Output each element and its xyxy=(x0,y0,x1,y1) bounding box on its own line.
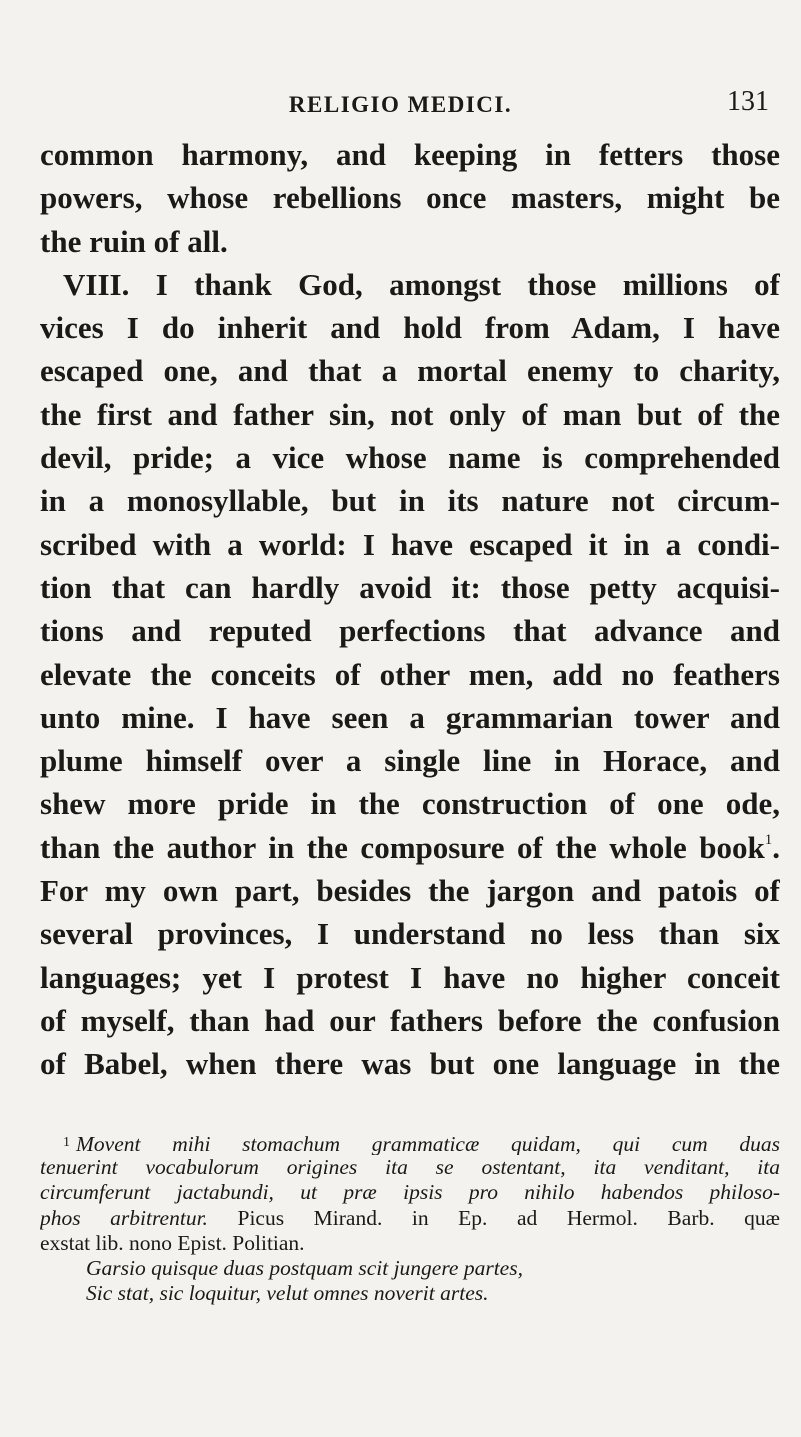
text-line: devil, pride; a vice whose name is comprehended xyxy=(40,440,780,476)
body-text xyxy=(40,133,780,1086)
text-line: languages; yet I protest I have no higher conceit xyxy=(40,959,780,995)
text-line: powers, whose rebellions once masters, might be xyxy=(40,180,780,216)
footnote-block xyxy=(40,1130,780,1306)
footnote-line: tenuerint vocabulorum origines ita se ostentant, ita venditant, ita xyxy=(40,1155,780,1180)
footnote-line xyxy=(40,1206,780,1231)
text-line: escaped one, and that a mortal enemy to charity, xyxy=(40,353,780,389)
text-line: several provinces, I understand no less than six xyxy=(40,916,780,952)
text-line: common harmony, and keeping in fetters those xyxy=(40,137,780,172)
footnote-marker: 1 xyxy=(63,1135,70,1150)
text-line: For my own part, besides the jargon and patois of xyxy=(40,873,780,909)
text-line: tion that can hardly avoid it: those petty acquisi- xyxy=(40,569,780,605)
text-line: of myself, than had our fathers before the confusion xyxy=(40,1002,780,1038)
section-start-line: VIII. I thank God, amongst those millions of xyxy=(63,266,780,302)
text-line: plume himself over a single line in Horace, and xyxy=(40,743,780,779)
text-line: the first and father sin, not only of man but of the xyxy=(40,396,780,432)
footnote-citation: Picus Mirand. in Ep. ad Hermol. Barb. quæ xyxy=(237,1205,780,1230)
running-title: RELIGIO MEDICI. xyxy=(288,92,513,117)
page-number: 131 xyxy=(727,86,769,117)
footnote-reference: 1 xyxy=(764,831,773,848)
text-line-with-footnote-ref xyxy=(40,826,780,869)
text-segment: than the author in the composure of the whole book xyxy=(40,829,765,865)
text-line: scribed with a world: I have escaped it in a condi- xyxy=(40,526,780,562)
text-line: elevate the conceits of other men, add no feathers xyxy=(40,656,780,692)
text-line: of Babel, when there was but one language in the xyxy=(40,1046,780,1082)
footnote-text: phos arbitrentur. xyxy=(40,1205,208,1230)
footnote-line: circumferunt jactabundi, ut præ ipsis pro nihilo habendos philoso- xyxy=(40,1180,780,1205)
footnote-line xyxy=(40,1130,780,1155)
text-line: the ruin of all. xyxy=(40,223,228,259)
footnote-verse: Sic stat, sic loquitur, velut omnes noverit artes. xyxy=(86,1281,489,1306)
text-line: vices I do inherit and hold from Adam, I have xyxy=(40,310,780,346)
footnote-line: exstat lib. nono Epist. Politian. xyxy=(40,1230,305,1255)
text-line: in a monosyllable, but in its nature not circum- xyxy=(40,483,780,519)
text-line: unto mine. I have seen a grammarian tower and xyxy=(40,699,780,735)
footnote-verse: Garsio quisque duas postquam scit jungere partes, xyxy=(86,1255,523,1280)
text-line: shew more pride in the construction of one ode, xyxy=(40,786,780,822)
text-line: tions and reputed perfections that advance and xyxy=(40,613,780,649)
text-segment: . xyxy=(772,829,780,865)
footnote-text: Movent mihi stomachum grammaticæ quidam, qui cum duas xyxy=(76,1132,780,1156)
